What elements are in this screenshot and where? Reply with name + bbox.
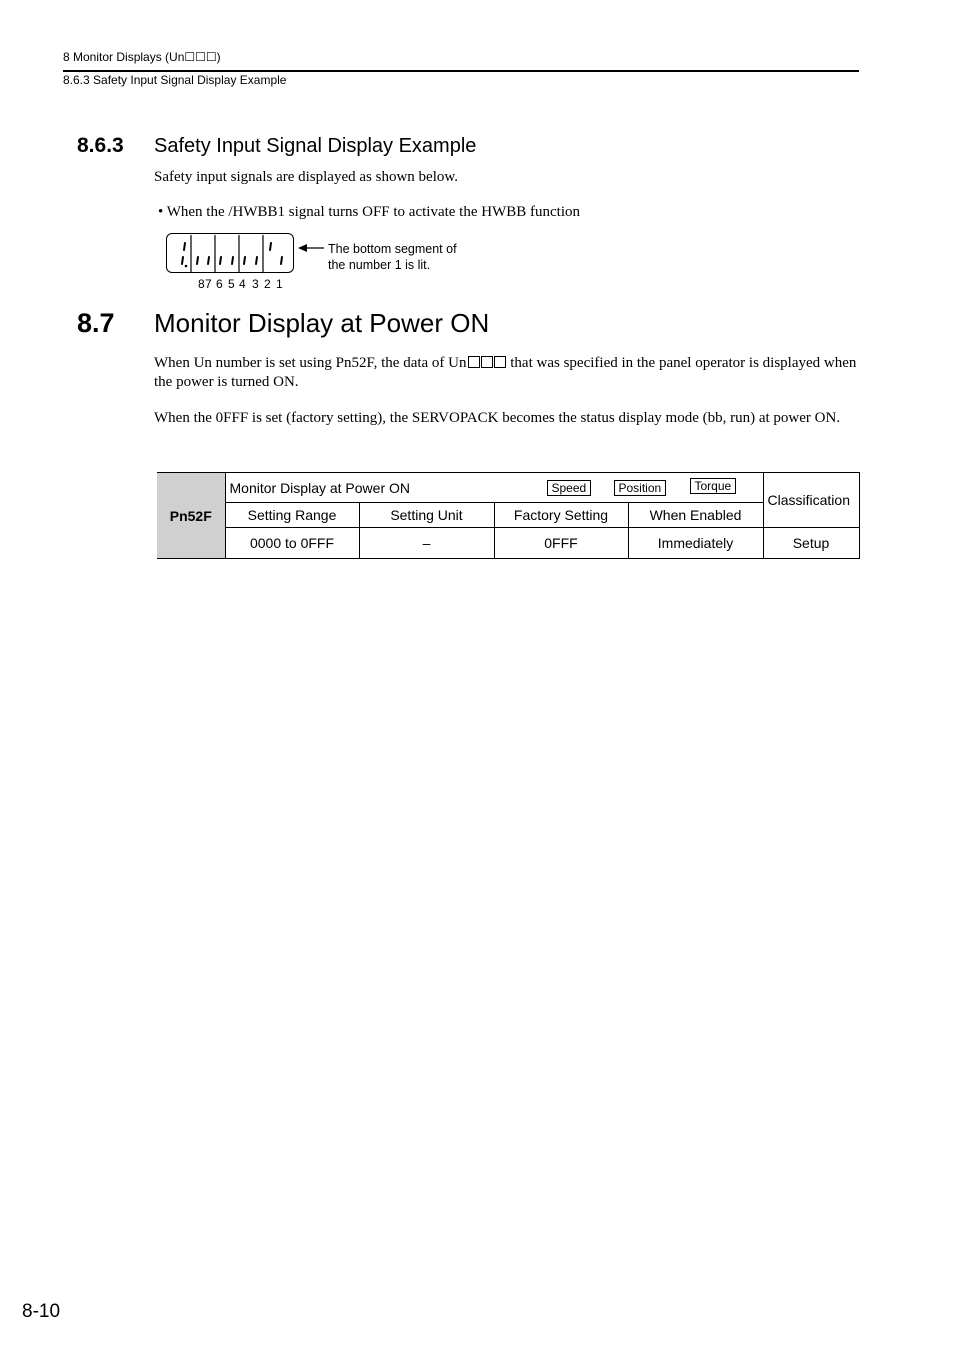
digit-label: 1	[276, 277, 283, 291]
section-number: 8.6.3	[77, 134, 124, 157]
parameter-table	[157, 472, 860, 559]
section-title: Safety Input Signal Display Example	[154, 135, 477, 157]
position-tag: Position	[614, 480, 667, 496]
paragraph-1-end: that was specified in the panel operator is displayed when the power is turned ON.	[154, 355, 857, 390]
factory-setting-value: 0FFF	[494, 528, 628, 559]
when-enabled-value: Immediately	[628, 528, 763, 559]
digit-label: 3	[252, 277, 259, 291]
paragraph-1	[154, 354, 859, 391]
parameter-name-cell	[225, 473, 763, 503]
setting-unit-value: –	[359, 528, 494, 559]
setting-unit-header: Setting Unit	[359, 503, 494, 528]
digit-label: 8	[198, 277, 205, 291]
section-intro: Safety input signals are displayed as shown below.	[154, 169, 458, 185]
classification-header: Classification	[763, 473, 859, 528]
header-rule	[63, 70, 859, 72]
bullet-item: • When the /HWBB1 signal turns OFF to activate the HWBB function	[158, 204, 580, 220]
digit-label: 4	[239, 277, 246, 291]
when-enabled-header: When Enabled	[628, 503, 763, 528]
running-header-section: 8.6.3 Safety Input Signal Display Example	[63, 73, 287, 87]
speed-tag: Speed	[547, 480, 592, 496]
setting-range-header: Setting Range	[225, 503, 359, 528]
paragraph-2: When the 0FFF is set (factory setting), the SERVOPACK becomes the status display mode (bb, run) at power ON.	[154, 410, 841, 426]
placeholder-squares	[467, 355, 507, 373]
running-header-chapter: 8 Monitor Displays (Un☐☐☐)	[63, 50, 221, 64]
callout-line-2: the number 1 is lit.	[328, 258, 431, 272]
digit-label: 2	[264, 277, 271, 291]
page-number: 8-10	[22, 1301, 61, 1322]
classification-value: Setup	[763, 528, 859, 559]
torque-tag: Torque	[690, 478, 737, 494]
heading-number: 8.7	[77, 308, 115, 338]
parameter-name: Monitor Display at Power ON	[229, 479, 411, 496]
factory-setting-header: Factory Setting	[494, 503, 628, 528]
callout-line-1: The bottom segment of	[328, 242, 457, 256]
parameter-number: Pn52F	[157, 473, 225, 559]
heading-title: Monitor Display at Power ON	[154, 308, 490, 338]
segment-display-figure	[166, 233, 326, 275]
digit-label: 6	[216, 277, 223, 291]
digit-label: 7	[205, 277, 212, 291]
paragraph-1-start: When Un number is set using Pn52F, the data of Un	[154, 355, 467, 371]
digit-label: 5	[228, 277, 235, 291]
arrow-icon	[298, 244, 324, 252]
figure-callout	[328, 241, 457, 273]
setting-range-value: 0000 to 0FFF	[225, 528, 359, 559]
